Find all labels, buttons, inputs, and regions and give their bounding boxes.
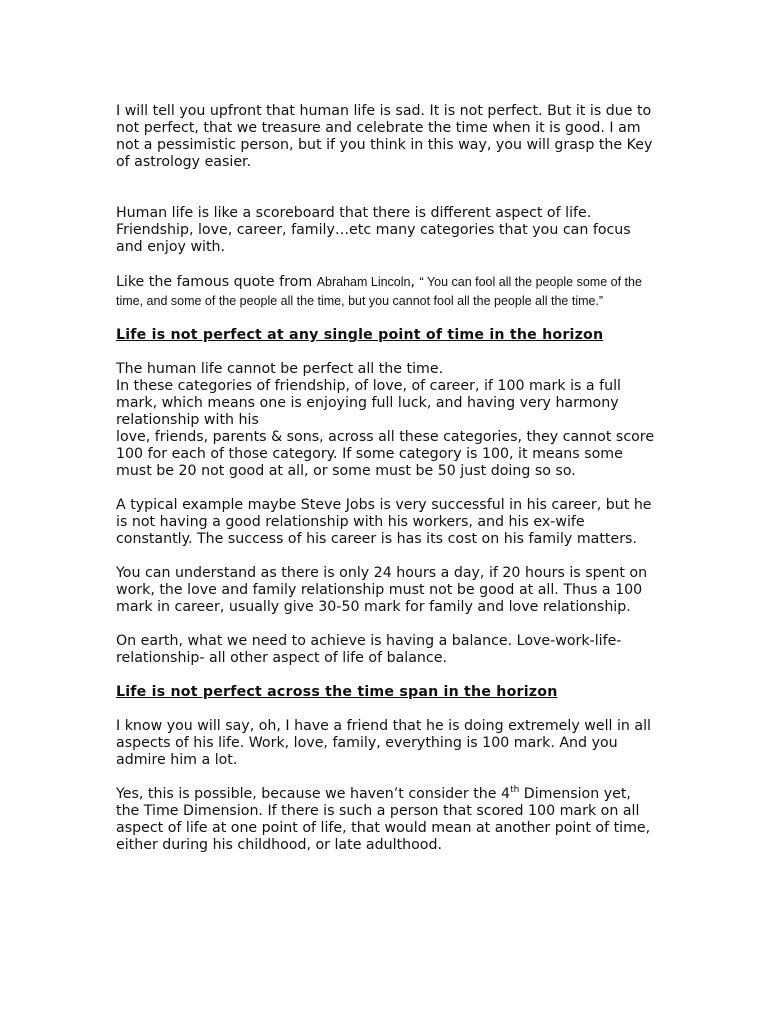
quote-author: Abraham Lincoln	[316, 275, 411, 289]
paragraph-balance: On earth, what we need to achieve is having a balance. Love-work-life-relationship- all other aspect of life of balance.	[116, 633, 622, 666]
categories-line-1: The human life cannot be perfect all the time.	[116, 361, 444, 377]
quote-lead: Like the famous quote from	[116, 274, 317, 290]
paragraph-categories	[116, 361, 658, 480]
quote-comma: ,	[410, 274, 420, 290]
paragraph-lincoln-quote	[116, 273, 658, 310]
paragraph-time-dimension	[116, 786, 658, 854]
quote-text: “ You can fool all the people some of the time, and some of the people all the time, but you cannot fool all the people all the time.”	[116, 275, 642, 308]
heading-single-point: Life is not perfect at any single point of time in the horizon	[116, 327, 604, 343]
categories-line-2: In these categories of friendship, of love, of career, if 100 mark is a full mark, which means one is enjoying full luck, and having very harmony relationship with his	[116, 378, 621, 428]
paragraph-intro: I will tell you upfront that human life is sad. It is not perfect. But it is due to not perfect, that we treasure and celebrate the time when it is good. I am not a pessimistic person, but if you think in this way, you will grasp the Key of astrology easier.	[116, 103, 653, 170]
paragraph-steve-jobs: A typical example maybe Steve Jobs is very successful in his career, but he is not having a good relationship with his workers, and his ex-wife constantly. The success of his career is has its cost on his family matters.	[116, 497, 652, 547]
categories-line-3: love, friends, parents & sons, across all these categories, they cannot score 100 for each of those category. If some category is 100, it means some must be 20 not good at all, or some must be 50 just doing so so.	[116, 429, 655, 479]
paragraph-friend: I know you will say, oh, I have a friend that he is doing extremely well in all aspects of his life. Work, love, family, everything is 100 mark. And you admire him a lot.	[116, 718, 651, 768]
time-dimension-text-a: Yes, this is possible, because we haven’t consider the 4	[116, 786, 511, 802]
time-dimension-text-b: Dimension yet, the Time Dimension. If there is such a person that scored 100 mark on all aspect of life at one point of life, that would mean at another point of time, either during his childhood, or late adulthood.	[116, 786, 651, 853]
ordinal-superscript: th	[510, 785, 520, 795]
heading-time-span: Life is not perfect across the time span in the horizon	[116, 684, 558, 700]
paragraph-24-hours: You can understand as there is only 24 hours a day, if 20 hours is spent on work, the love and family relationship must not be good at all. Thus a 100 mark in career, usually give 30-50 mark for family and love relationship.	[116, 565, 648, 615]
paragraph-scoreboard: Human life is like a scoreboard that there is different aspect of life. Friendship, love, career, family…etc many categories that you can focus and enjoy with.	[116, 205, 631, 255]
